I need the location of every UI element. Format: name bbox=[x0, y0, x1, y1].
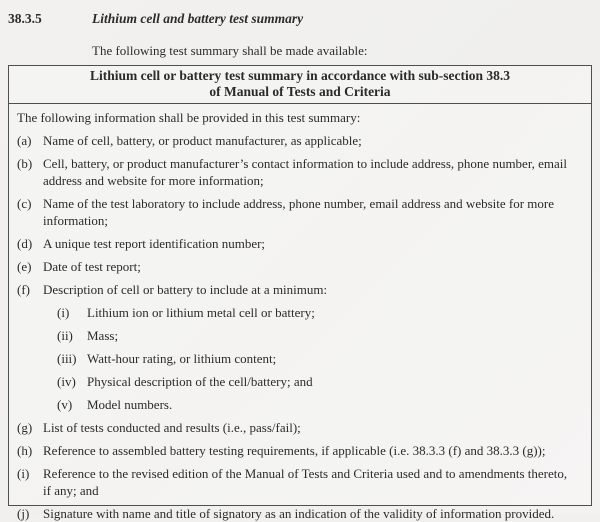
intro-paragraph: The following test summary shall be made available: bbox=[92, 43, 368, 58]
list-item bbox=[17, 235, 577, 252]
test-summary-box-header bbox=[9, 66, 591, 104]
list-item bbox=[17, 155, 577, 189]
sub-list-item-label: (v) bbox=[57, 397, 73, 412]
list-item-label: (a) bbox=[17, 133, 32, 148]
section-header bbox=[0, 0, 600, 27]
list-item-label: (h) bbox=[17, 443, 33, 458]
test-summary-box bbox=[8, 65, 592, 521]
list-item-text: Date of test report; bbox=[43, 259, 141, 274]
sub-list-item bbox=[57, 327, 577, 344]
test-summary-list bbox=[17, 132, 577, 522]
list-item-text: Cell, battery, or product manufacturer’s contact information to include address, phone number, email address and website for more information; bbox=[43, 156, 568, 188]
list-item-text: Name of cell, battery, or product manufacturer, as applicable; bbox=[43, 133, 362, 148]
sub-list-item-label: (ii) bbox=[57, 328, 73, 343]
sub-list-item-text: Mass; bbox=[87, 328, 119, 343]
box-header-line-1: Lithium cell or battery test summary in accordance with sub-section 38.3 bbox=[89, 68, 511, 83]
sub-list-item-text: Watt-hour rating, or lithium content; bbox=[87, 351, 277, 366]
box-header-line-2: of Manual of Tests and Criteria bbox=[209, 84, 391, 99]
list-item-label: (j) bbox=[17, 506, 30, 521]
list-item-text: Reference to assembled battery testing requirements, if applicable (i.e. 38.3.3 (f) and 38.3.3 (g)); bbox=[43, 443, 546, 458]
list-item bbox=[17, 281, 577, 298]
list-item-label: (e) bbox=[17, 259, 32, 274]
sub-list-item-text: Lithium ion or lithium metal cell or battery; bbox=[87, 305, 315, 320]
sub-list-item-text: Physical description of the cell/battery; and bbox=[87, 374, 313, 389]
box-body-intro: The following information shall be provided in this test summary: bbox=[17, 110, 361, 125]
list-item-text: A unique test report identification number; bbox=[43, 236, 266, 251]
list-item bbox=[17, 465, 577, 499]
list-item-label: (f) bbox=[17, 282, 30, 297]
list-item-text: List of tests conducted and results (i.e., pass/fail); bbox=[43, 420, 301, 435]
test-summary-box-body bbox=[9, 104, 591, 522]
list-item-text: Reference to the revised edition of the Manual of Tests and Criteria used and to amendments thereto, if any; and bbox=[43, 466, 568, 498]
list-item-label: (i) bbox=[17, 466, 30, 481]
sub-list-item-label: (iii) bbox=[57, 351, 77, 366]
list-item bbox=[17, 258, 577, 275]
sub-list-item bbox=[57, 304, 577, 321]
sub-list-item bbox=[57, 396, 577, 413]
list-item-label: (d) bbox=[17, 236, 33, 251]
section-number: 38.3.5 bbox=[8, 11, 42, 26]
list-item bbox=[17, 419, 577, 436]
list-item bbox=[17, 195, 577, 229]
list-item-label: (c) bbox=[17, 196, 32, 211]
sub-list-item bbox=[57, 350, 577, 367]
list-item-text: Signature with name and title of signatory as an indication of the validity of information provided. bbox=[43, 506, 555, 521]
sub-list-item-label: (iv) bbox=[57, 374, 76, 389]
section-title: Lithium cell and battery test summary bbox=[92, 11, 304, 26]
sub-list-item-label: (i) bbox=[57, 305, 70, 320]
list-item-label: (g) bbox=[17, 420, 33, 435]
list-item-text: Description of cell or battery to include at a minimum: bbox=[43, 282, 328, 297]
list-item-text: Name of the test laboratory to include address, phone number, email address and website for more information; bbox=[43, 196, 555, 228]
list-item bbox=[17, 442, 577, 459]
list-item-label: (b) bbox=[17, 156, 33, 171]
sub-list-item-text: Model numbers. bbox=[87, 397, 173, 412]
list-item bbox=[17, 132, 577, 149]
sub-list-item bbox=[57, 373, 577, 390]
